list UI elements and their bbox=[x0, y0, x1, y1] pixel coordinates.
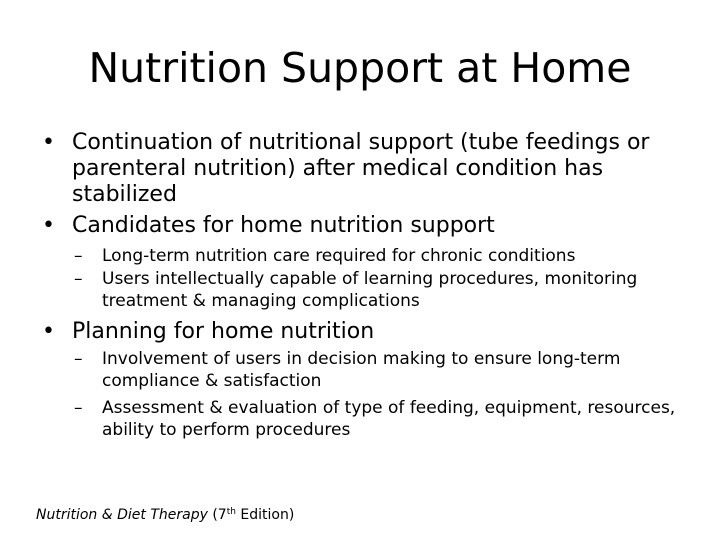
sub-bullet-item-assessment bbox=[74, 398, 682, 441]
sub-bullet-item-long-term bbox=[74, 246, 682, 268]
dash-icon: – bbox=[74, 246, 83, 266]
dash-icon: – bbox=[74, 398, 83, 418]
bullet-dot-icon: • bbox=[42, 319, 55, 344]
footer-edition-open: (7 bbox=[207, 507, 227, 523]
sub-bullet-item-users-capable bbox=[74, 269, 682, 312]
bullet-item-continuation bbox=[42, 130, 682, 208]
sub-bullet-text: Involvement of users in decision making to ensure long-term compliance & satisfaction bbox=[102, 349, 621, 391]
bullet-item-candidates bbox=[42, 213, 682, 239]
bullet-dot-icon: • bbox=[42, 130, 55, 155]
footer-source-title: Nutrition & Diet Therapy bbox=[36, 507, 208, 523]
bullet-text: Planning for home nutrition bbox=[72, 319, 375, 344]
bullet-text: Candidates for home nutrition support bbox=[72, 213, 495, 238]
sub-bullet-text: Users intellectually capable of learning procedures, monitoring treatment & managing complications bbox=[102, 269, 638, 311]
slide-title: Nutrition Support at Home bbox=[88, 44, 632, 92]
dash-icon: – bbox=[74, 349, 83, 369]
footer-edition-close: Edition) bbox=[235, 507, 295, 523]
bullet-text: Continuation of nutritional support (tube feedings or parenteral nutrition) after medical condition has stabilized bbox=[72, 130, 650, 207]
sub-bullet-item-involvement bbox=[74, 349, 682, 392]
bullet-dot-icon: • bbox=[42, 213, 55, 238]
bullet-item-planning bbox=[42, 319, 682, 345]
dash-icon: – bbox=[74, 269, 83, 289]
footer-citation bbox=[36, 506, 294, 524]
sub-bullet-text: Assessment & evaluation of type of feeding, equipment, resources, ability to perform procedures bbox=[102, 398, 676, 440]
footer-edition-sup: th bbox=[226, 507, 236, 517]
sub-bullet-text: Long-term nutrition care required for chronic conditions bbox=[102, 246, 576, 266]
